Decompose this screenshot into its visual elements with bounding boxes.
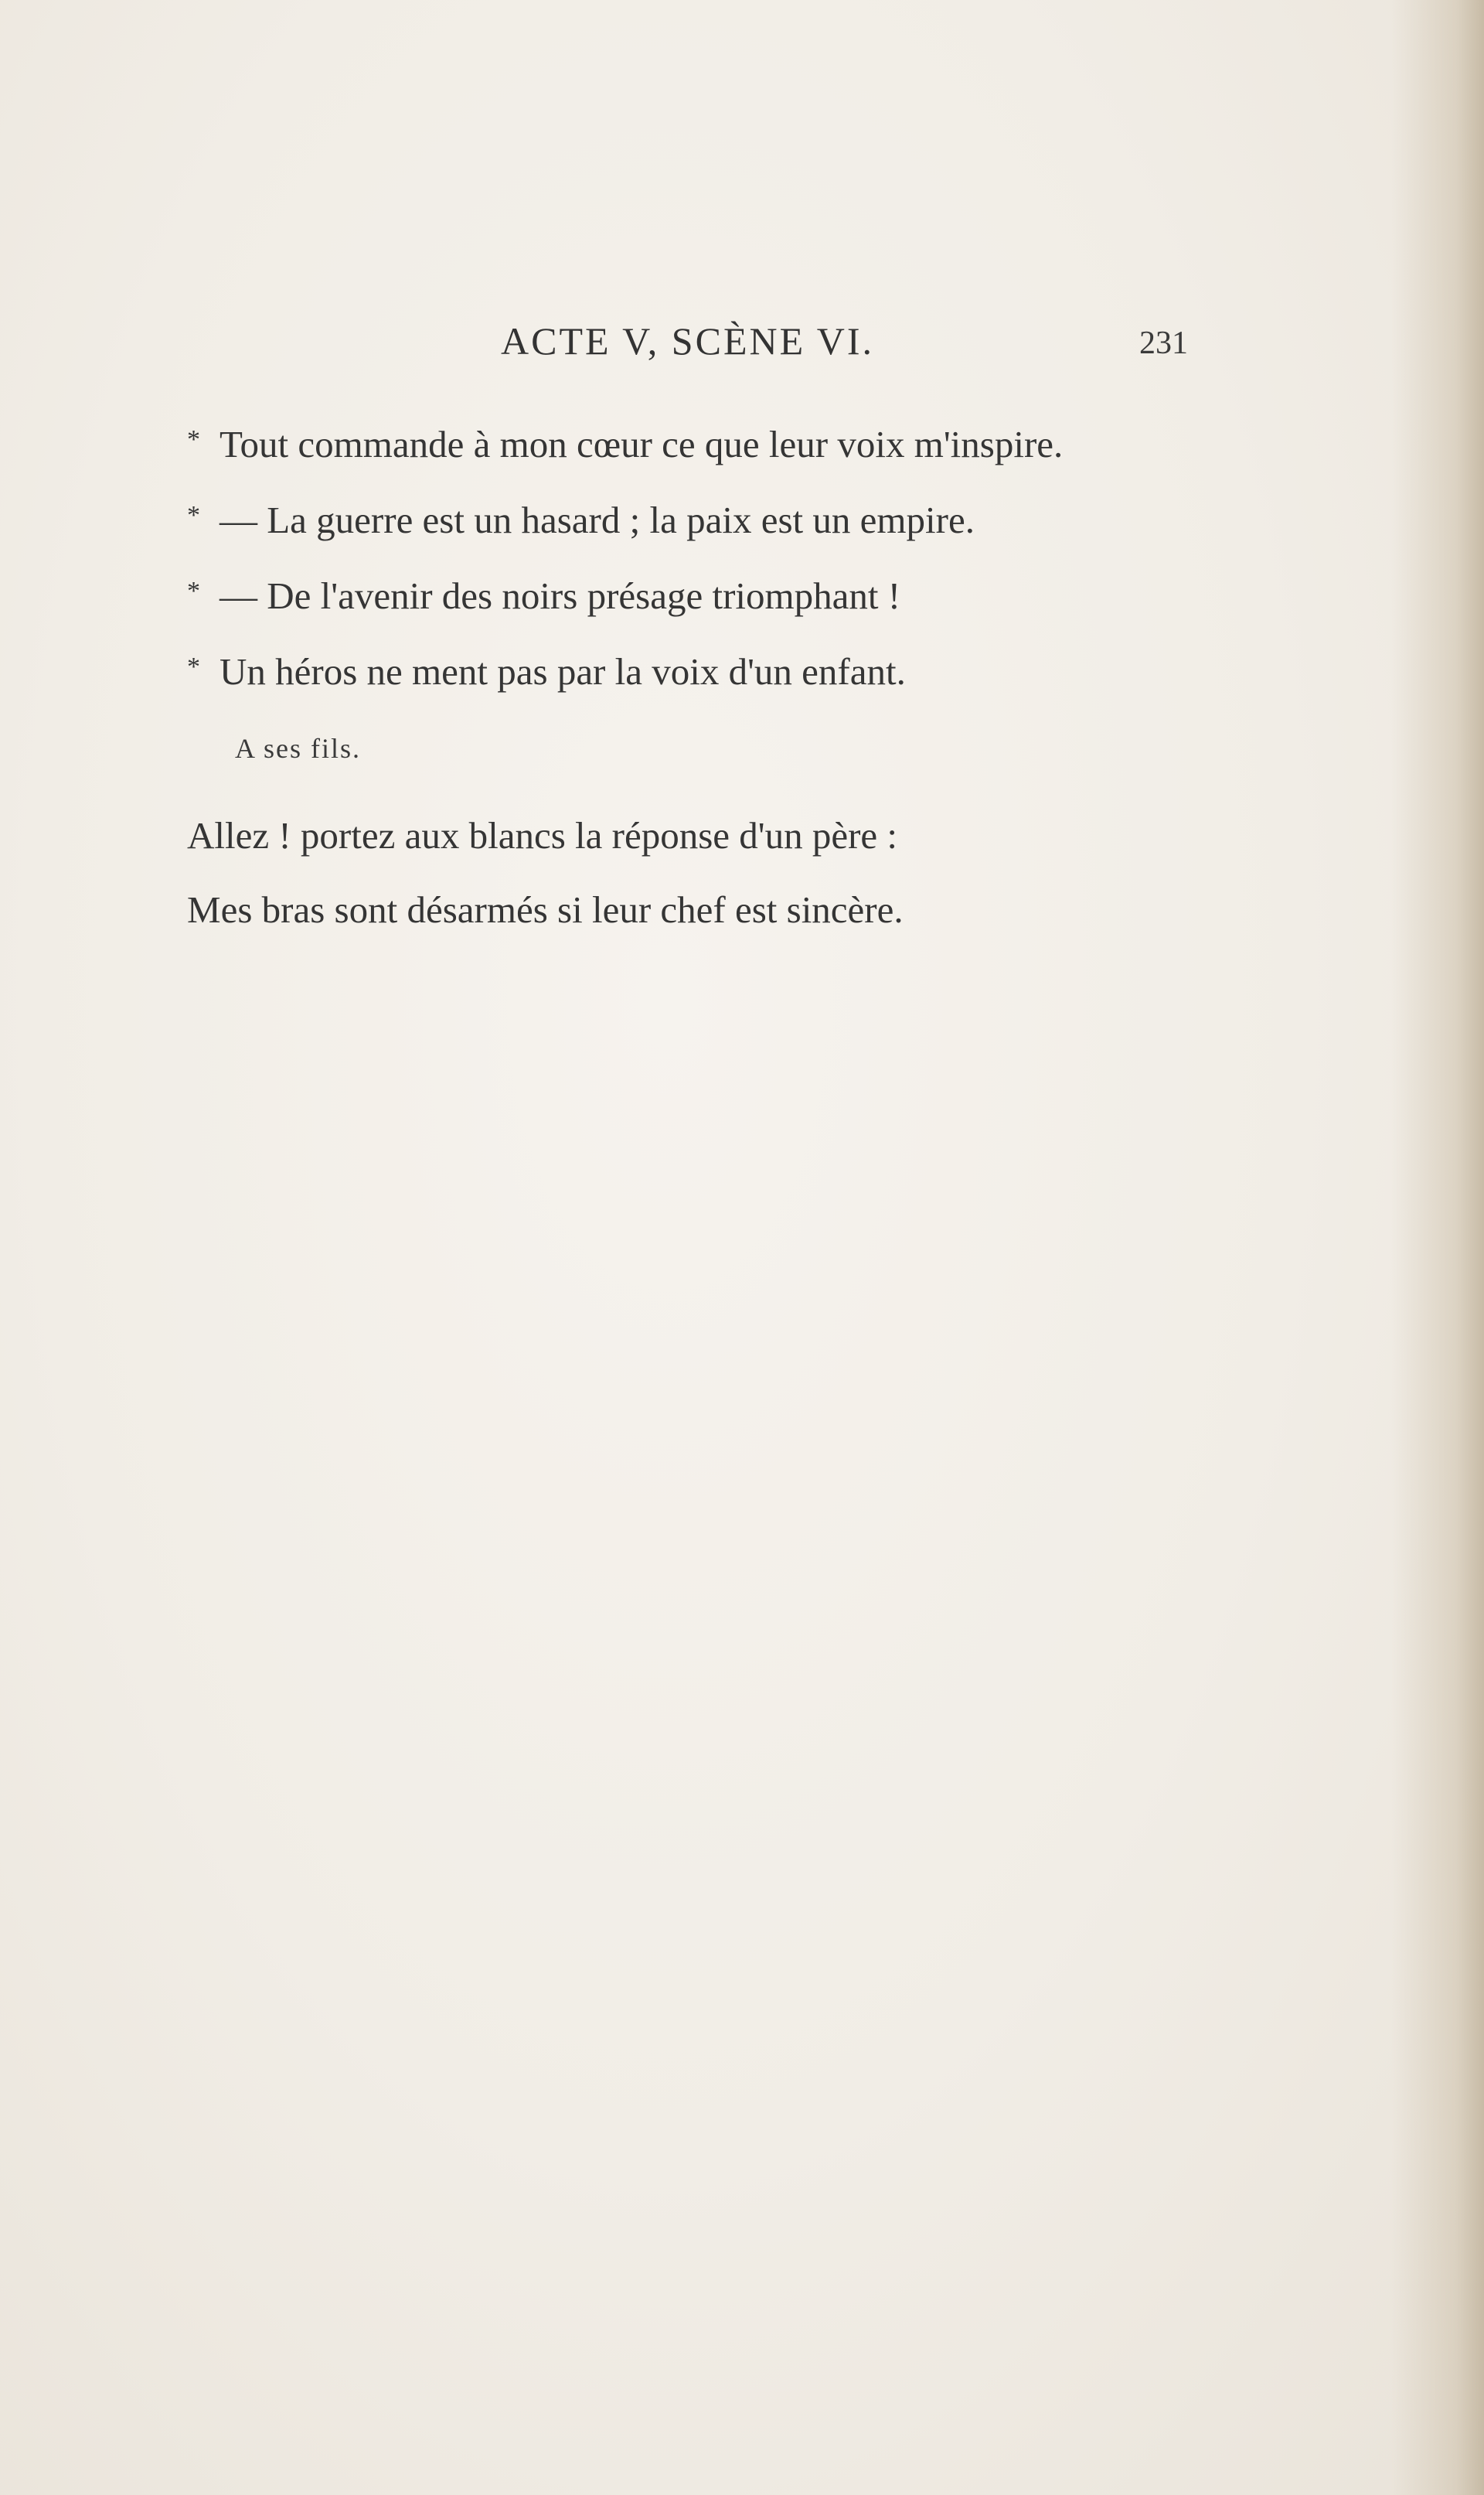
verse-line-1	[187, 414, 1269, 489]
verse-marker: *	[187, 425, 200, 454]
stage-direction: A ses fils.	[235, 733, 362, 764]
running-title: ACTE V, SCÈNE VI.	[501, 319, 875, 363]
verse-line-4	[187, 641, 1269, 717]
verse-text: Tout commande à mon cœur ce que leur voix m'inspire.	[220, 423, 1064, 465]
verse-line-2	[187, 489, 1269, 565]
page-header	[0, 309, 1484, 379]
verse-text: — La guerre est un hasard ; la paix est un empire.	[220, 499, 975, 541]
verse-text: Un héros ne ment pas par la voix d'un enfant.	[220, 650, 906, 693]
verse-marker: *	[187, 653, 200, 681]
verse-marker: *	[187, 577, 200, 605]
verse-marker: *	[187, 501, 200, 530]
closing-line-1: Allez ! portez aux blancs la réponse d'un père :	[187, 814, 898, 857]
page-number: 231	[1139, 326, 1188, 361]
verse-line-3	[187, 565, 1269, 641]
verse-text: — De l'avenir des noirs présage triomphant !	[220, 574, 901, 617]
closing-line-2: Mes bras sont désarmés si leur chef est sincère.	[187, 888, 904, 931]
verse-block	[187, 414, 1269, 953]
